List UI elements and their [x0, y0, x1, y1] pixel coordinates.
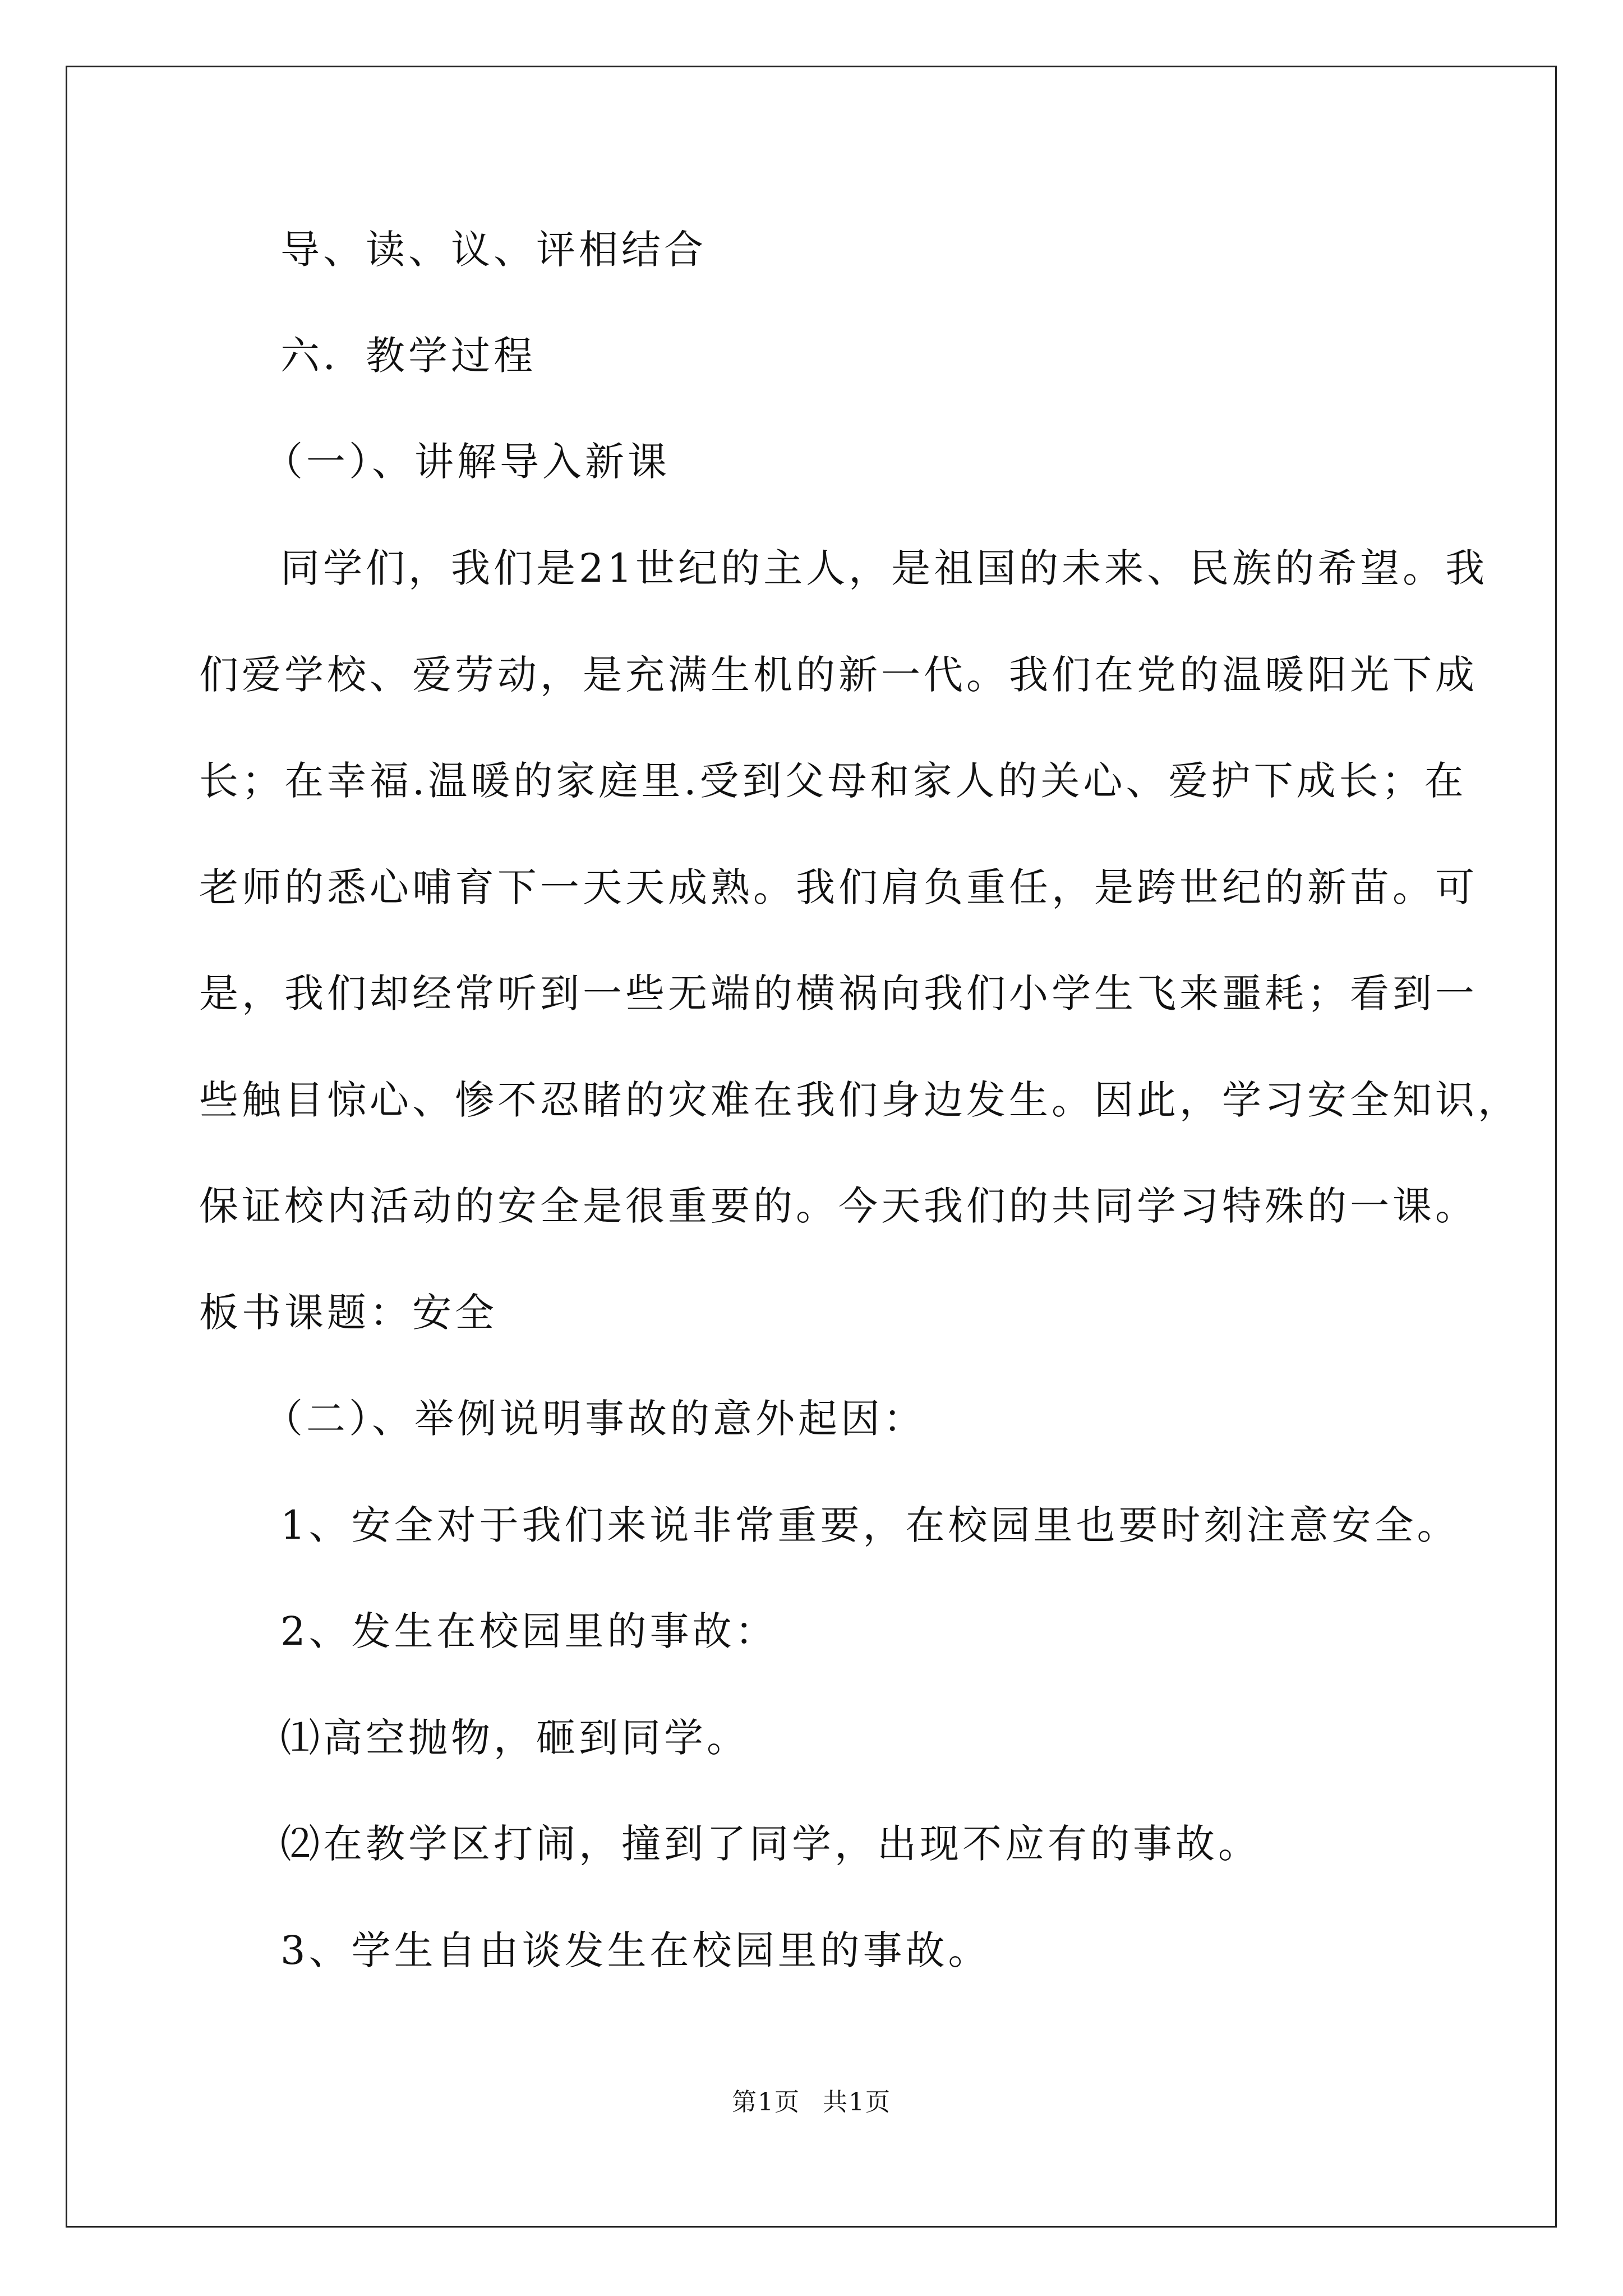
paragraph-line: 老师的悉心哺育下一天天成熟。我们肩负重任，是跨世纪的新苗。可 [199, 864, 1478, 910]
paragraph-line: 些触目惊心、惨不忍睹的灾难在我们身边发生。因此，学习安全知识， [199, 1077, 1520, 1123]
subsection-heading-examples: （二）、举例说明事故的意外起因： [264, 1396, 926, 1442]
list-item: ⑵在教学区打闹，撞到了同学，出现不应有的事故。 [280, 1821, 1261, 1867]
section-heading-teaching-process: 六．教学过程 [280, 333, 536, 379]
paragraph-line: 同学们，我们是21世纪的主人，是祖国的未来、民族的希望。我 [280, 545, 1488, 591]
paragraph-line: 保证校内活动的安全是很重要的。今天我们的共同学习特殊的一课。 [199, 1183, 1478, 1229]
list-item: 3、学生自由谈发生在校园里的事故。 [280, 1927, 991, 1973]
board-title-line: 板书课题：安全 [199, 1290, 497, 1336]
paragraph-line: 长；在幸福.温暖的家庭里.受到父母和家人的关心、爱护下成长；在 [199, 758, 1467, 804]
list-item: ⑴高空抛物，砸到同学。 [280, 1715, 749, 1761]
list-item: 1、安全对于我们来说非常重要，在校园里也要时刻注意安全。 [280, 1502, 1460, 1548]
paragraph-line: 是，我们却经常听到一些无端的横祸向我们小学生飞来噩耗；看到一 [199, 970, 1478, 1016]
page-footer [0, 2087, 1623, 2118]
list-item: 2、发生在校园里的事故： [280, 1608, 778, 1654]
subsection-heading-intro: （一）、讲解导入新课 [264, 439, 670, 485]
page-border [66, 66, 1557, 2228]
page-number: 第1页 [732, 2088, 800, 2116]
page-total: 共1页 [823, 2088, 891, 2116]
method-line: 导、读、议、评相结合 [280, 227, 707, 273]
paragraph-line: 们爱学校、爱劳动，是充满生机的新一代。我们在党的温暖阳光下成 [199, 652, 1478, 698]
